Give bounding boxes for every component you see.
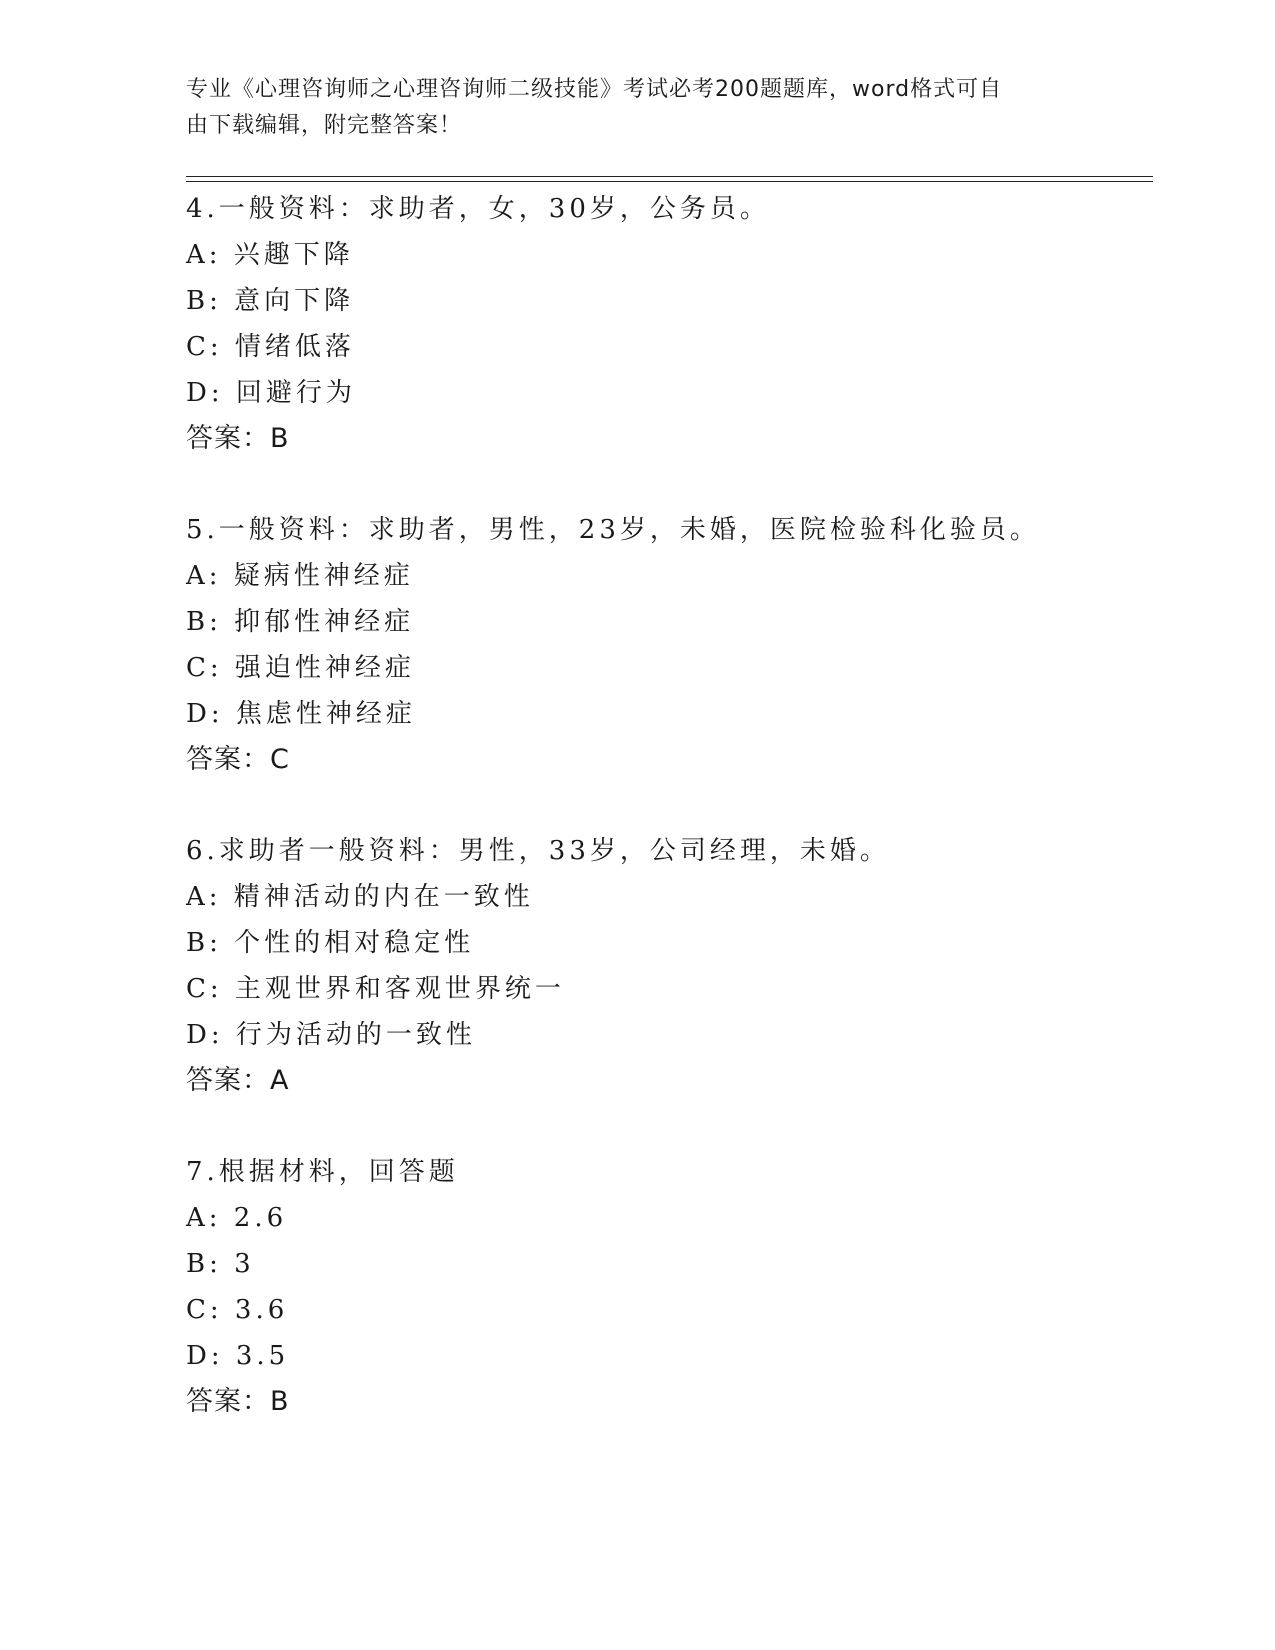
answer-label: 答案：: [186, 744, 270, 775]
option-c: C: 情绪低落: [186, 332, 355, 362]
header-line-2: 由下载编辑，附完整答案！: [186, 113, 463, 138]
question-stem: 7.根据材料，回答题: [186, 1157, 459, 1187]
document-header: [186, 72, 1066, 144]
option-c: C: 强迫性神经症: [186, 653, 415, 683]
option-d: D: 3.5: [186, 1341, 290, 1371]
question-stem: 4.一般资料：求助者，女，30岁，公务员。: [186, 194, 770, 224]
answer-line: [186, 737, 1146, 783]
header-divider-bottom: [186, 181, 1153, 182]
option-b: B: 抑郁性神经症: [186, 607, 415, 637]
question-5: [186, 507, 1146, 783]
option-d: D: 回避行为: [186, 378, 356, 408]
answer-value: A: [270, 1065, 290, 1096]
question-4: [186, 186, 1146, 462]
option-c: C: 3.6: [186, 1295, 289, 1325]
answer-value: B: [270, 1386, 290, 1417]
option-b: B: 3: [186, 1249, 255, 1279]
option-d: D: 焦虑性神经症: [186, 699, 416, 729]
option-b: B: 个性的相对稳定性: [186, 928, 475, 958]
option-c: C: 主观世界和客观世界统一: [186, 974, 565, 1004]
answer-line: [186, 1379, 1146, 1425]
answer-label: 答案：: [186, 1065, 270, 1096]
answer-label: 答案：: [186, 423, 270, 454]
question-6: [186, 828, 1146, 1104]
answer-value: C: [270, 744, 290, 775]
answer-line: [186, 1058, 1146, 1104]
option-b: B: 意向下降: [186, 286, 355, 316]
header-line-1: 专业《心理咨询师之心理咨询师二级技能》考试必考200题题库，word格式可自: [186, 77, 1003, 102]
option-a: A: 兴趣下降: [186, 240, 354, 270]
option-a: A: 2.6: [186, 1203, 288, 1233]
option-d: D: 行为活动的一致性: [186, 1020, 476, 1050]
option-a: A: 精神活动的内在一致性: [186, 882, 534, 912]
option-a: A: 疑病性神经症: [186, 561, 414, 591]
question-stem: 6.求助者一般资料：男性，33岁，公司经理，未婚。: [186, 836, 890, 866]
answer-value: B: [270, 423, 290, 454]
answer-label: 答案：: [186, 1386, 270, 1417]
question-7: [186, 1149, 1146, 1425]
answer-line: [186, 416, 1146, 462]
question-stem: 5.一般资料：求助者，男性，23岁，未婚，医院检验科化验员。: [186, 515, 1040, 545]
header-divider-top: [186, 176, 1153, 177]
